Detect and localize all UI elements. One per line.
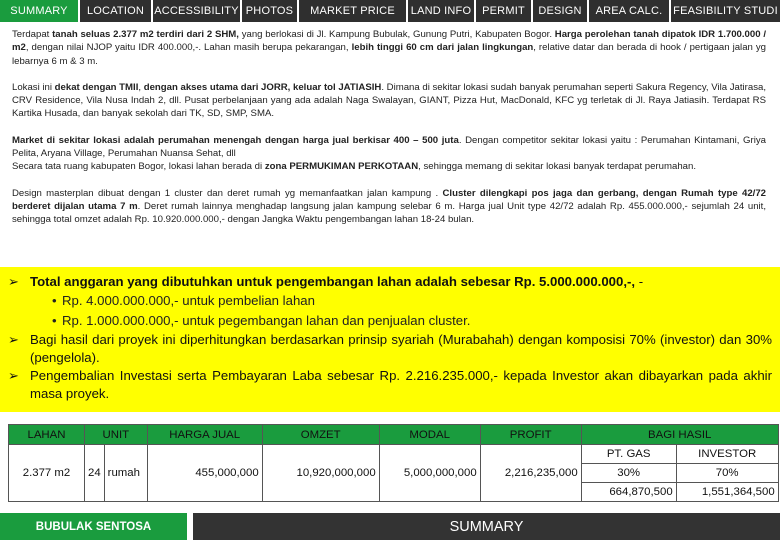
highlight-return bbox=[8, 367, 772, 403]
text: yang berlokasi di Jl. Kampung Bubulak, Gunung Putri, Kabupaten Bogor. bbox=[238, 29, 555, 40]
header-lahan: LAHAN bbox=[9, 425, 85, 445]
paragraph-market bbox=[12, 134, 766, 161]
text-bold: dengan akses utama dari JORR, keluar tol JATIASIH bbox=[143, 81, 382, 93]
paragraph-land bbox=[12, 28, 766, 68]
paragraph-design bbox=[12, 187, 766, 227]
tab-permit[interactable]: PERMIT bbox=[476, 0, 531, 22]
footer-project-name: BUBULAK SENTOSA bbox=[0, 513, 187, 540]
text: , dengan nilai NJOP yaitu IDR 400.000,-. Lahan masih berupa pekarangan, bbox=[25, 42, 352, 54]
header-unit: UNIT bbox=[85, 425, 148, 445]
text: , bbox=[138, 81, 144, 93]
cell-pt-gas-label: PT. GAS bbox=[581, 445, 676, 464]
tab-market-price[interactable]: MARKET PRICE bbox=[299, 0, 406, 22]
paragraph-zoning bbox=[12, 160, 766, 173]
cell-investor-value: 1,551,364,500 bbox=[676, 483, 778, 502]
header-omzet: OMZET bbox=[262, 425, 379, 445]
table-header-row bbox=[9, 425, 779, 445]
text-bold: zona PERMUKIMAN PERKOTAAN bbox=[264, 161, 419, 173]
tab-summary[interactable]: SUMMARY bbox=[0, 0, 78, 22]
arrow-bullet-icon: ➢ bbox=[8, 332, 19, 347]
footer-section-title: SUMMARY bbox=[193, 513, 780, 540]
tab-land-info[interactable]: LAND INFO bbox=[408, 0, 474, 22]
cell-pt-gas-value: 664,870,500 bbox=[581, 483, 676, 502]
text: Terdapat bbox=[12, 29, 53, 40]
tab-accessibility[interactable]: ACCESSIBILITY bbox=[153, 0, 240, 22]
text: Design masterplan dibuat dengan 1 cluster dan deret rumah yg memanfaatkan jalan kampung . bbox=[12, 187, 443, 199]
dot-bullet-icon: • bbox=[52, 293, 57, 308]
text: Bagi hasil dari proyek ini diperhitungkan berdasarkan prinsip syariah (Murabahah) dengan komposisi 70% (investor) dan 30% (pengelola). bbox=[30, 332, 772, 365]
highlight-sub-item bbox=[8, 311, 772, 331]
cell-profit: 2,216,235,000 bbox=[480, 445, 581, 502]
arrow-bullet-icon: ➢ bbox=[8, 368, 19, 383]
highlight-profit-sharing bbox=[8, 331, 772, 367]
text-bold: lebih tinggi 60 cm dari jalan lingkungan bbox=[351, 42, 534, 54]
cell-modal: 5,000,000,000 bbox=[379, 445, 480, 502]
tab-area-calc[interactable]: AREA CALC. bbox=[589, 0, 669, 22]
highlight-sub-item bbox=[8, 291, 772, 311]
cell-harga-jual: 455,000,000 bbox=[147, 445, 262, 502]
tab-photos[interactable]: PHOTOS bbox=[242, 0, 297, 22]
top-tab-bar bbox=[0, 0, 780, 22]
text: . Dimana di sekitar lokasi sudah banyak perumahan seperti Sakura Regency, Vila Jatirasa, CRV Residence, Vila Nusa Indah 2, dll. Pusat perbelanjaan yang ada adalah Naga Swalayan, GIANT, Pizza Hut, MacDonald, KFC yg terletak di Jl. Raya Jatiasih. Terdapat RS Kartika Husada, dan banyak sekolah dari TK, SD, SMP, SMA. bbox=[12, 81, 766, 120]
cell-lahan: 2.377 m2 bbox=[9, 445, 85, 502]
text: , sehingga memang di sekitar lokasi banyak terdapat perumahan. bbox=[418, 161, 697, 173]
cell-pt-gas-percent: 30% bbox=[581, 464, 676, 483]
text: Rp. 1.000.000.000,- untuk pegembangan lahan dan penjualan cluster. bbox=[62, 313, 471, 328]
text-bold: Harga perolehan tanah dipatok IDR 1.700.000 / m2 bbox=[12, 29, 766, 54]
table-row bbox=[9, 445, 779, 464]
text-bold: Market di sekitar lokasi adalah perumahan menengah dengan harga jual berkisar 400 – 500 juta bbox=[12, 134, 459, 146]
cell-investor-label: INVESTOR bbox=[676, 445, 778, 464]
cell-investor-percent: 70% bbox=[676, 464, 778, 483]
header-harga-jual: HARGA JUAL bbox=[147, 425, 262, 445]
dot-bullet-icon: • bbox=[52, 313, 57, 328]
text-bold: dekat dengan TMII bbox=[54, 81, 139, 93]
tab-design[interactable]: DESIGN bbox=[533, 0, 587, 22]
text: Pengembalian Investasi serta Pembayaran Laba sebesar Rp. 2.216.235.000,- kepada Investor akan dibayarkan pada akhir masa proyek. bbox=[30, 368, 772, 401]
cell-unit-qty: 24 bbox=[85, 445, 105, 502]
text: . Deret rumah lainnya menghadap langsung jalan kampung selebar 6 m. Harga jual Unit type 42/72 adalah Rp. 455.000.000,- sejumlah 24 unit, sehingga total omzet adalah Rp. 10.920.000.000,- dengan Jangka Waktu pengembangan lahan 18-24 bulan. bbox=[12, 200, 767, 226]
header-profit: PROFIT bbox=[480, 425, 581, 445]
text-bold: Cluster dilengkapi pos jaga dan gerbang, dengan Rumah type 42/72 berderet dijalan utama 7 m bbox=[12, 187, 766, 212]
highlight-box bbox=[0, 267, 780, 412]
paragraph-location bbox=[12, 81, 766, 121]
feasibility-table bbox=[8, 424, 779, 502]
text: Lokasi ini bbox=[12, 81, 55, 93]
cell-omzet: 10,920,000,000 bbox=[262, 445, 379, 502]
text: , relative datar dan berada di hook / pertigaan jalan yg lebarnya 6 m & 3 m. bbox=[12, 42, 766, 67]
summary-text bbox=[12, 28, 766, 227]
text: - bbox=[635, 274, 644, 289]
highlight-budget bbox=[8, 273, 772, 291]
text: Rp. 4.000.000.000,- untuk pembelian lahan bbox=[62, 293, 315, 308]
header-modal: MODAL bbox=[379, 425, 480, 445]
cell-unit-type: rumah bbox=[104, 445, 147, 502]
header-bagi-hasil: BAGI HASIL bbox=[581, 425, 778, 445]
tab-feasibility-studi[interactable]: FEASIBILITY STUDI bbox=[671, 0, 780, 22]
arrow-bullet-icon: ➢ bbox=[8, 274, 19, 289]
text-bold: Total anggaran yang dibutuhkan untuk pengembangan lahan adalah sebesar Rp. 5.000.000.000,-, bbox=[30, 274, 636, 289]
tab-location[interactable]: LOCATION bbox=[80, 0, 151, 22]
text: . Dengan competitor sekitar lokasi yaitu : Perumahan Kintamani, Griya Pelita, Aryana Village, Perumahan Nuansa Sehat, dll bbox=[12, 134, 766, 160]
text: Secara tata ruang kabupaten Bogor, lokasi lahan berada di bbox=[12, 161, 265, 173]
text-bold: tanah seluas 2.377 m2 terdiri dari 2 SHM, bbox=[52, 29, 239, 40]
